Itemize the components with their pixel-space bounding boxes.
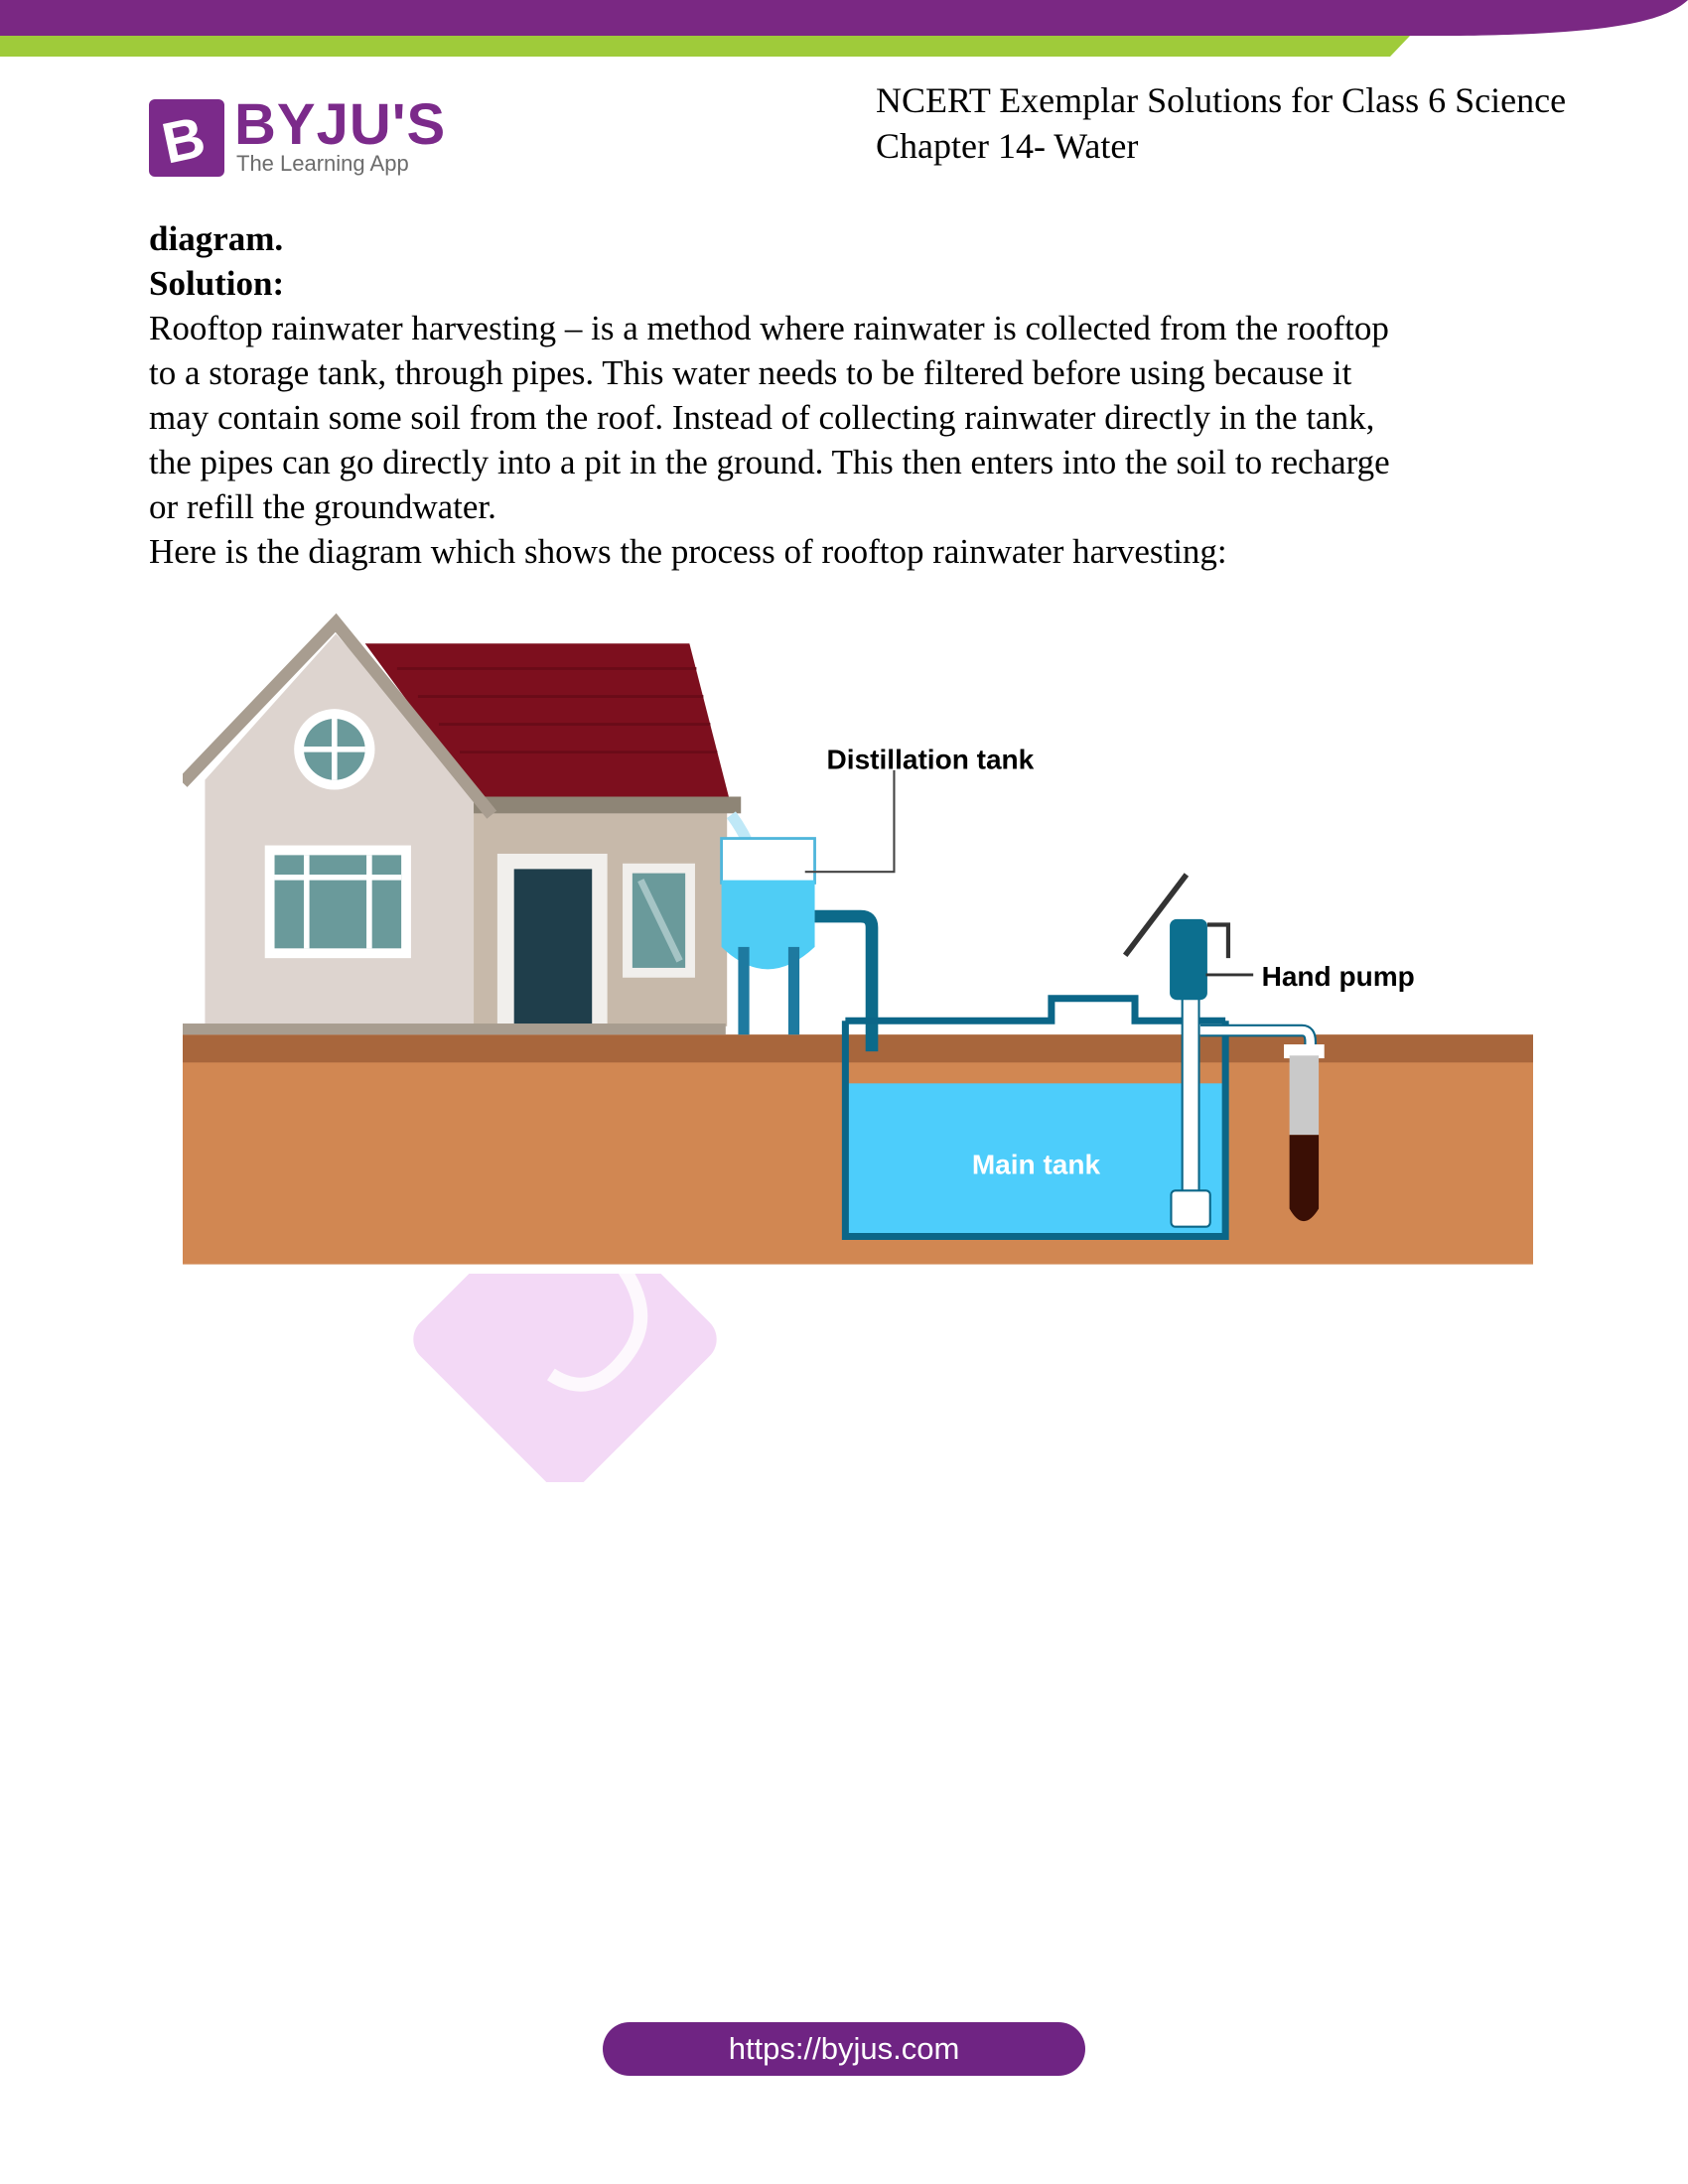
paragraph-line: or refill the groundwater. xyxy=(149,487,496,526)
document-header xyxy=(876,77,1566,169)
watermark-logo xyxy=(390,1274,740,1482)
solution-label: Solution: xyxy=(149,264,285,303)
labels xyxy=(805,744,1415,992)
logo-name: BYJU'S xyxy=(234,92,447,157)
main-tank-label: Main tank xyxy=(971,1149,1101,1180)
question-tail: diagram. xyxy=(149,219,284,258)
header-title: NCERT Exemplar Solutions for Class 6 Science xyxy=(876,80,1567,120)
diagram-intro: Here is the diagram which shows the process of rooftop rainwater harvesting: xyxy=(149,532,1227,571)
door xyxy=(514,869,593,1025)
distillation-tank xyxy=(722,815,872,1051)
house xyxy=(183,622,741,1034)
distillation-tank-label: Distillation tank xyxy=(826,744,1035,775)
recharge-pit xyxy=(1284,1044,1325,1221)
hand-pump-label: Hand pump xyxy=(1261,961,1415,993)
footer-url-link[interactable]: https://byjus.com xyxy=(603,2022,1085,2076)
byjus-logo xyxy=(149,92,447,181)
paragraph-line: to a storage tank, through pipes. This water needs to be filtered before using because it xyxy=(149,353,1352,392)
paragraph-line: Rooftop rainwater harvesting – is a method where rainwater is collected from the rooftop xyxy=(149,309,1389,347)
logo-tagline: The Learning App xyxy=(236,151,409,176)
paragraph-line: the pipes can go directly into a pit in the ground. This then enters into the soil to recharge xyxy=(149,443,1390,481)
logo-icon: B xyxy=(149,99,224,177)
rainwater-harvesting-diagram xyxy=(183,613,1533,1265)
paragraph-line: may contain some soil from the roof. Instead of collecting rainwater directly in the tank, xyxy=(149,398,1375,437)
header-chapter: Chapter 14- Water xyxy=(876,126,1139,166)
header-banner xyxy=(0,0,1688,60)
document-body xyxy=(149,216,1559,574)
main-tank xyxy=(845,999,1225,1237)
